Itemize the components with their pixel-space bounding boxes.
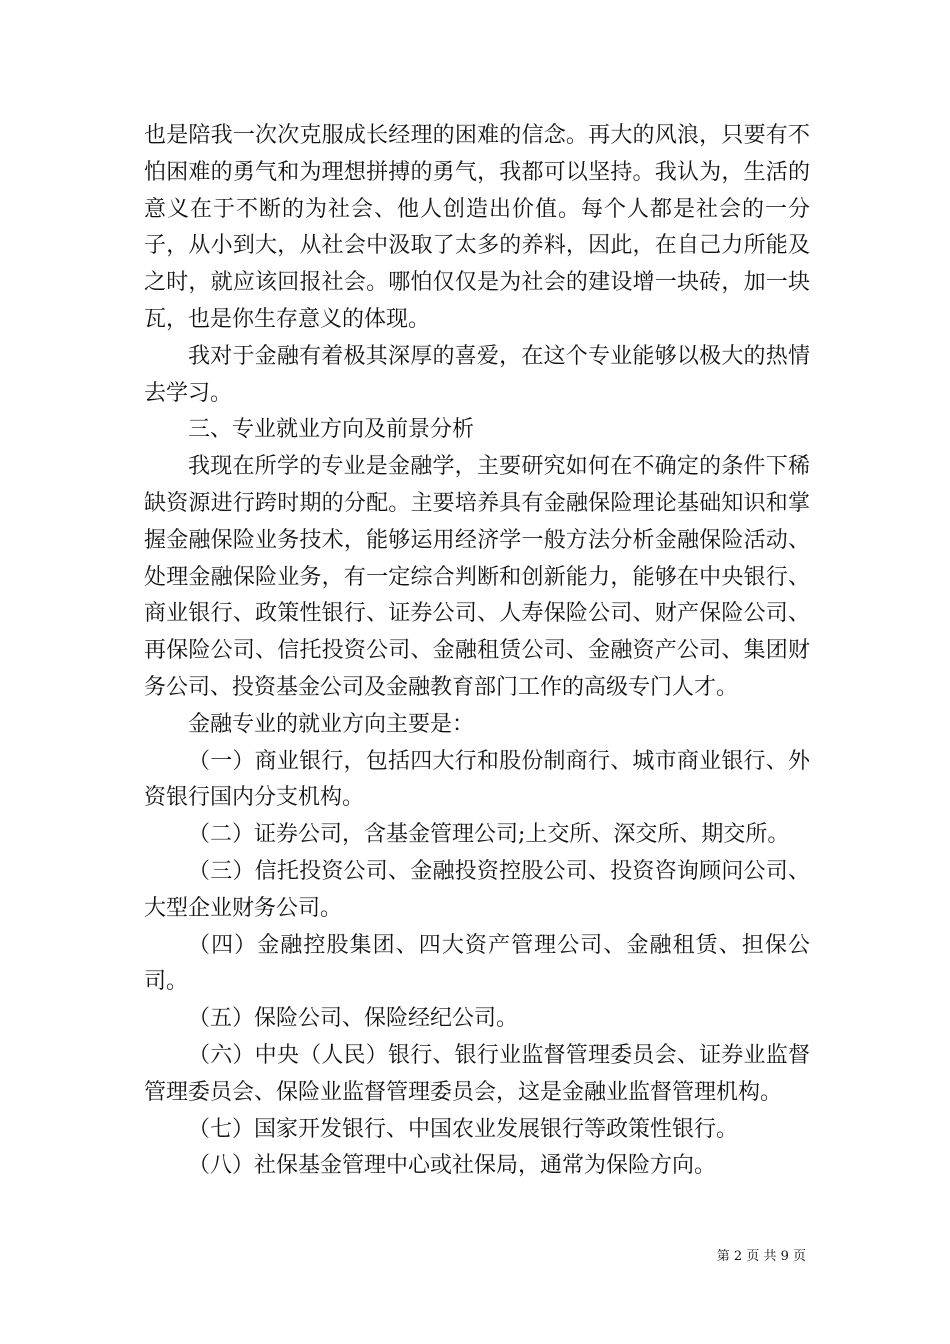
list-item-7: （七）国家开发银行、中国农业发展银行等政策性银行。 [188, 1116, 739, 1142]
list-item-4: （四）金融控股集团、四大资产管理公司、金融租赁、担保公司。 [144, 932, 810, 995]
list-item-5: （五）保险公司、保险经纪公司。 [188, 1006, 519, 1032]
list-item-1: （一）商业银行，包括四大行和股份制商行、城市商业银行、外资银行国内分支机构。 [144, 748, 810, 811]
section-heading: 三、专业就业方向及前景分析 [188, 417, 475, 443]
paragraph-major-description: 我现在所学的专业是金融学，主要研究如何在不确定的条件下稀缺资源进行跨时期的分配。主要培养具有金融保险理论基础知识和掌握金融保险业务技术，能够运用经济学一般方法分析金融保险活动、处理金融保险业务，有一定综合判断和创新能力，能够在中央银行、商业银行、政策性银行、证券公司、人寿保险公司、财产保险公司、再保险公司、信托投资公司、金融租赁公司、金融资产公司、集团财务公司、投资基金公司及金融教育部门工作的高级专门人才。 [144, 454, 810, 700]
paragraph-continuation: 也是陪我一次次克服成长经理的困难的信念。再大的风浪，只要有不怕困难的勇气和为理想拼搏的勇气，我都可以坚持。我认为，生活的意义在于不断的为社会、他人创造出价值。每个人都是社会的一分子，从小到大，从社会中汲取了太多的养料，因此，在自己力所能及之时，就应该回报社会。哪怕仅仅是为社会的建设增一块砖，加一块瓦，也是你生存意义的体现。 [144, 123, 810, 332]
list-item-8: （八）社保基金管理中心或社保局，通常为保险方向。 [188, 1153, 717, 1179]
list-item-6: （六）中央（人民）银行、银行业监督管理委员会、证券业监督管理委员会、保险业监督管理委员会，这是金融业监督管理机构。 [144, 1042, 810, 1105]
paragraph-career-intro: 金融专业的就业方向主要是： [188, 711, 475, 737]
page-number-footer: 第 2 页 共 9 页 [716, 1249, 806, 1264]
document-body [144, 118, 810, 1185]
paragraph-love-of-finance: 我对于金融有着极其深厚的喜爱，在这个专业能够以极大的热情去学习。 [144, 343, 810, 406]
list-item-3: （三）信托投资公司、金融投资控股公司、投资咨询顾问公司、大型企业财务公司。 [144, 858, 810, 921]
list-item-2: （二）证券公司，含基金管理公司;上交所、深交所、期交所。 [188, 822, 790, 848]
